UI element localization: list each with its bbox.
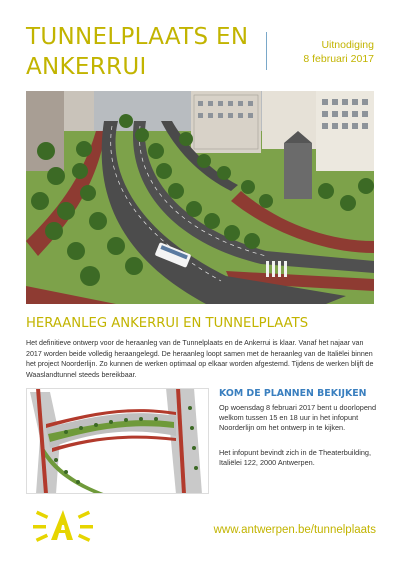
antwerpen-logo: [30, 505, 96, 545]
invitation-block: [280, 38, 374, 66]
invitation-label: Uitnodiging: [321, 39, 374, 51]
website-link[interactable]: www.antwerpen.be/tunnelplaats: [213, 524, 376, 536]
header-divider: [266, 32, 267, 70]
invitation-date: 8 februari 2017: [303, 53, 374, 65]
site-plan-map: [26, 388, 209, 494]
plans-subtitle: KOM DE PLANNEN BEKIJKEN: [219, 388, 367, 399]
plans-paragraph-2: Het infopunt bevindt zich in de Theaterbuilding, Italiëlei 122, 2000 Antwerpen.: [219, 448, 371, 467]
section-title: HERAANLEG ANKERRUI EN TUNNELPLAATS: [26, 316, 309, 331]
plans-paragraph-1: Op woensdag 8 februari 2017 bent u doorlopend welkom tussen 15 en 18 uur in het infopunt Noorderlijn om het ontwerp in te kijken.: [219, 403, 377, 432]
page-title: TUNNELPLAATS EN ANKERRUI: [26, 24, 249, 80]
hero-rendering: [26, 91, 374, 304]
intro-paragraph: Het definitieve ontwerp voor de heraanleg van de Tunnelplaats en de Ankerrui is klaar. Vanaf het najaar van 2017 worden beide volledig heraangelegd. De heraanleg loopt samen met de heraanleg van de Italiëlei binnen het project Noorderlijn. Zo kunnen de werken optimaal op elkaar worden afgestemd. Tijdens de werken blijft de Waaslandtunnel steeds bereikbaar.: [26, 339, 374, 379]
